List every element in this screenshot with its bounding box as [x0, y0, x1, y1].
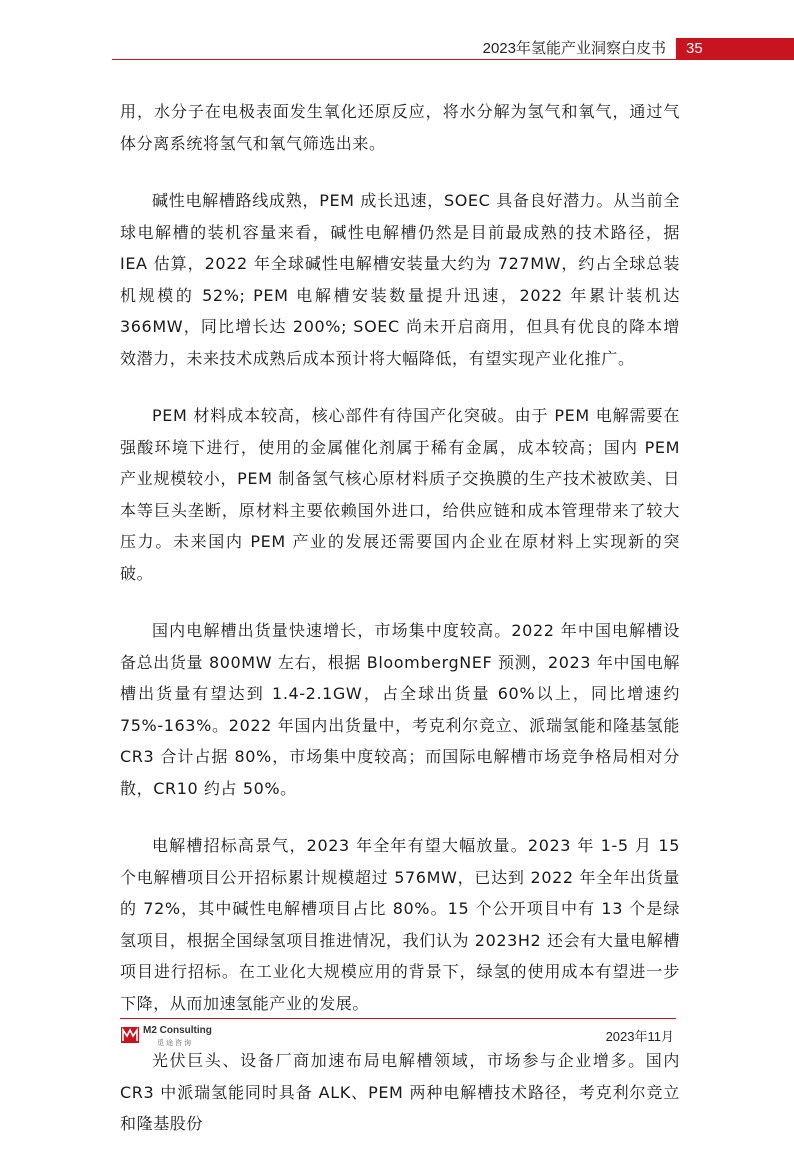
page-number-badge: [676, 38, 794, 60]
company-logo: [121, 1025, 251, 1051]
logo-name: M2 Consulting: [143, 1025, 212, 1036]
paragraph: 电解槽招标高景气，2023 年全年有望大幅放量。2023 年 1-5 月 15 个电解槽项目公开招标累计规模超过 576MW，已达到 2022 年全年出货量的 72%，其中碱性电解槽项目占比 80%。15 个公开项目中有 13 个是绿氢项目，根据全国绿氢项目推进情况，我们认为 2023H2 还会有大量电解槽项目进行招标。在工业化大规模应用的背景下，绿氢的使用成本有望进一步下降，从而加速氢能产业的发展。: [120, 836, 680, 1013]
page-header: [0, 0, 794, 60]
publication-date: 2023年11月: [605, 1029, 674, 1044]
paragraph: 国内电解槽出货量快速增长，市场集中度较高。2022 年中国电解槽设备总出货量 800MW 左右，根据 BloombergNEF 预测，2023 年中国电解槽出货量有望达到 1.4-2.1GW，占全球出货量 60%以上，同比增速约 75%-163%。2022 年国内出货量中，考克利尔竞立、派瑞氢能和隆基氢能 CR3 合计占据 80%，市场集中度较高；而国际电解槽市场竞争格局相对分散，CR10 约占 50%。: [120, 621, 680, 798]
footer-divider: [120, 1018, 676, 1019]
page-footer: [0, 1018, 794, 1058]
paragraph: 光伏巨头、设备厂商加速布局电解槽领域，市场参与企业增多。国内 CR3 中派瑞氢能同时具备 ALK、PEM 两种电解槽技术路径，考克利尔竞立和隆基股份: [120, 1051, 680, 1133]
m2-logo-icon: [121, 1025, 139, 1045]
page-number: 35: [686, 40, 703, 57]
document-title: 2023年氢能产业洞察白皮书: [482, 40, 666, 57]
body-text: [120, 96, 680, 1166]
logo-subtitle: 觅途咨询: [157, 1039, 193, 1047]
header-divider: [112, 59, 676, 60]
paragraph: PEM 材料成本较高，核心部件有待国产化突破。由于 PEM 电解需要在强酸环境下进行，使用的金属催化剂属于稀有金属，成本较高；国内 PEM 产业规模较小，PEM 制备氢气核心原材料质子交换膜的生产技术被欧美、日本等巨头垄断，原材料主要依赖国外进口，给供应链和成本管理带来了较大压力。未来国内 PEM 产业的发展还需要国内企业在原材料上实现新的突破。: [120, 406, 680, 583]
paragraph: 碱性电解槽路线成熟，PEM 成长迅速，SOEC 具备良好潜力。从当前全球电解槽的装机容量来看，碱性电解槽仍然是目前最成熟的技术路径，据 IEA 估算，2022 年全球碱性电解槽安装量大约为 727MW，约占全球总装机规模的 52%; PEM 电解槽安装数量提升迅速，2022 年累计装机达 366MW，同比增长达 200%; SOEC 尚未开启商用，但具有优良的降本增效潜力，未来技术成熟后成本预计将大幅降低，有望实现产业化推广。: [120, 191, 680, 368]
paragraph: 用，水分子在电极表面发生氧化还原反应，将水分解为氢气和氧气，通过气体分离系统将氢气和氧气筛选出来。: [120, 102, 680, 153]
